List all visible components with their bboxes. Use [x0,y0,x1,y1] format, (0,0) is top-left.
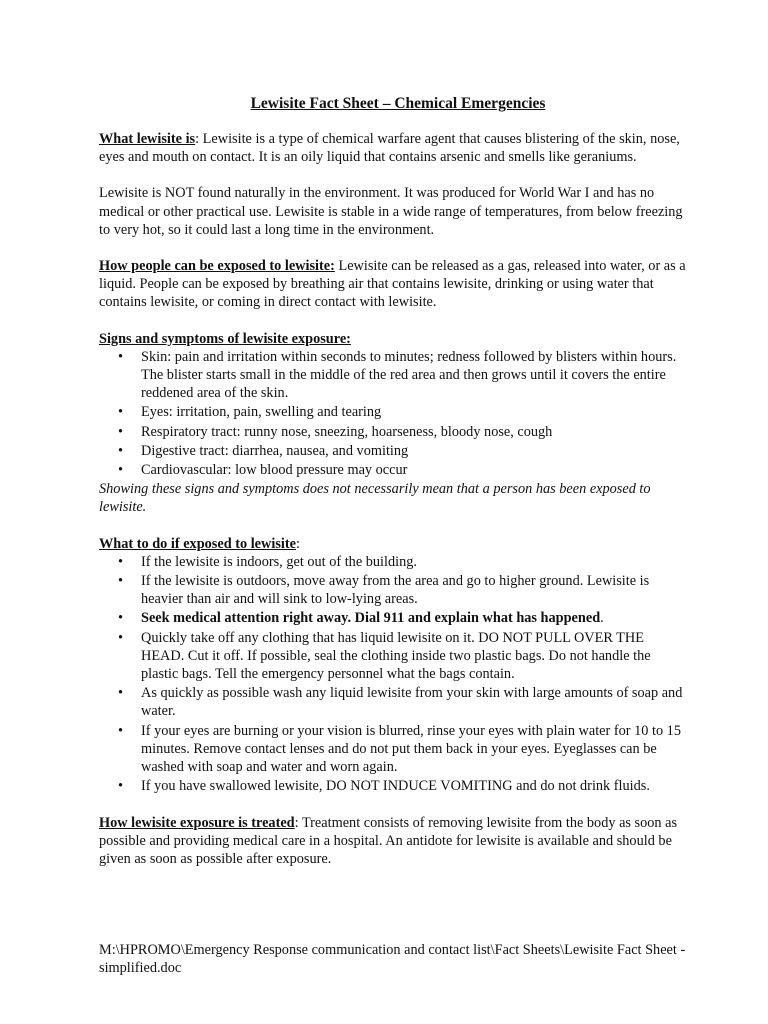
bullet-icon: • [118,404,124,421]
action-item [99,553,689,571]
treatment-heading: How lewisite exposure is treated [99,814,295,831]
symptom-text: Cardiovascular: low blood pressure may occur [141,462,408,479]
action-item [99,609,689,627]
symptoms-note: Showing these signs and symptoms does not necessarily mean that a person has been exposed to lewisite. [99,481,651,516]
bullet-icon: • [118,442,124,459]
action-text: If the lewisite is outdoors, move away from the area and go to higher ground. Lewisite is heavier than air and will sink to low-lying areas. [141,573,650,608]
symptoms-heading: Signs and symptoms of lewisite exposure: [99,330,351,347]
action-text: Quickly take off any clothing that has liquid lewisite on it. DO NOT PULL OVER THE HEAD. Cut it off. If possible, seal the clothing inside two plastic bags. Do not handle the plastic bags. Tell the emergency personnel what the bags contain. [141,629,651,683]
action-text: If the lewisite is indoors, get out of the building. [141,553,417,570]
symptom-text: Digestive tract: diarrhea, nausea, and vomiting [141,442,409,459]
bullet-icon: • [118,553,124,570]
bullet-icon: • [118,722,124,739]
bullet-icon: • [118,348,124,365]
action-item [99,684,689,720]
bullet-icon: • [118,462,124,479]
symptoms-heading-line [99,330,689,348]
action-text-emphasis: Seek medical attention right away. Dial 911 and explain what has happened [141,610,601,627]
treatment-text: Treatment consists of removing lewisite from the body as soon as possible and providing medical care in a hospital. An antidote for lewisite is available and should be given as soon as possible after exposure. [99,814,678,867]
not-natural-paragraph: Lewisite is NOT found naturally in the environment. It was produced for World War I and has no medical or other practical use. Lewisite is stable in a wide range of temperatures, from below freezing to very hot, so it could last a long time in the environment. [99,185,683,238]
what-lewisite-is-text: Lewisite is a type of chemical warfare agent that causes blistering of the skin, nose, eyes and mouth on contact. It is an oily liquid that contains arsenic and smells like geraniums. [99,131,680,166]
bullet-icon: • [118,778,124,795]
bullet-icon: • [118,685,124,702]
symptom-text: Respiratory tract: runny nose, sneezing, hoarseness, bloody nose, cough [141,423,553,440]
action-item [99,572,689,608]
what-lewisite-is-heading: What lewisite is [99,131,196,147]
document-body [99,94,689,886]
exposure-heading: How people can be exposed to lewisite: [99,258,335,275]
action-item [99,629,689,684]
exposure-paragraph [99,257,689,312]
action-item [99,722,689,777]
bullet-icon: • [118,610,124,627]
action-item [99,777,689,795]
action-text: If you have swallowed lewisite, DO NOT INDUCE VOMITING and do not drink fluids. [141,778,650,795]
treatment-paragraph [99,814,689,869]
action-text: If your eyes are burning or your vision is blurred, rinse your eyes with plain water for 10 to 15 minutes. Remove contact lenses and do not put them back in your eyes. Eyeglasses can be washed with soap and water and worn again. [141,722,681,776]
what-lewisite-is-paragraph [99,130,689,166]
document-title: Lewisite Fact Sheet – Chemical Emergencies [250,95,546,112]
heading-colon: : [294,814,299,831]
symptom-text: Skin: pain and irritation within seconds to minutes; redness followed by blisters within hours. The blister starts small in the middle of the red area and then grows until it covers the entire reddened area of the skin. [141,348,677,402]
footer-file-path: M:\HPROMO\Emergency Response communication and contact list\Fact Sheets\Lewisite Fact Sheet - simplified.doc [99,942,686,977]
action-text: As quickly as possible wash any liquid lewisite from your skin with large amounts of soap and water. [141,685,683,720]
symptom-item [99,461,689,479]
bullet-icon: • [118,423,124,440]
bullet-icon: • [118,629,124,646]
symptoms-list [99,348,689,479]
bullet-icon: • [118,573,124,590]
symptom-item [99,348,689,403]
symptom-item [99,423,689,441]
symptom-item [99,403,689,421]
what-to-do-heading-line [99,535,689,553]
heading-colon: : [295,535,300,552]
symptom-item [99,442,689,460]
what-to-do-list [99,553,689,796]
exposure-text: Lewisite can be released as a gas, released into water, or as a liquid. People can be exposed by breathing air that contains lewisite, drinking or using water that contains lewisite, or coming in direct contact with lewisite. [99,258,686,311]
period: . [600,610,604,627]
heading-colon: : [195,131,200,147]
symptom-text: Eyes: irritation, pain, swelling and tearing [141,404,382,421]
what-to-do-heading: What to do if exposed to lewisite [99,535,296,552]
